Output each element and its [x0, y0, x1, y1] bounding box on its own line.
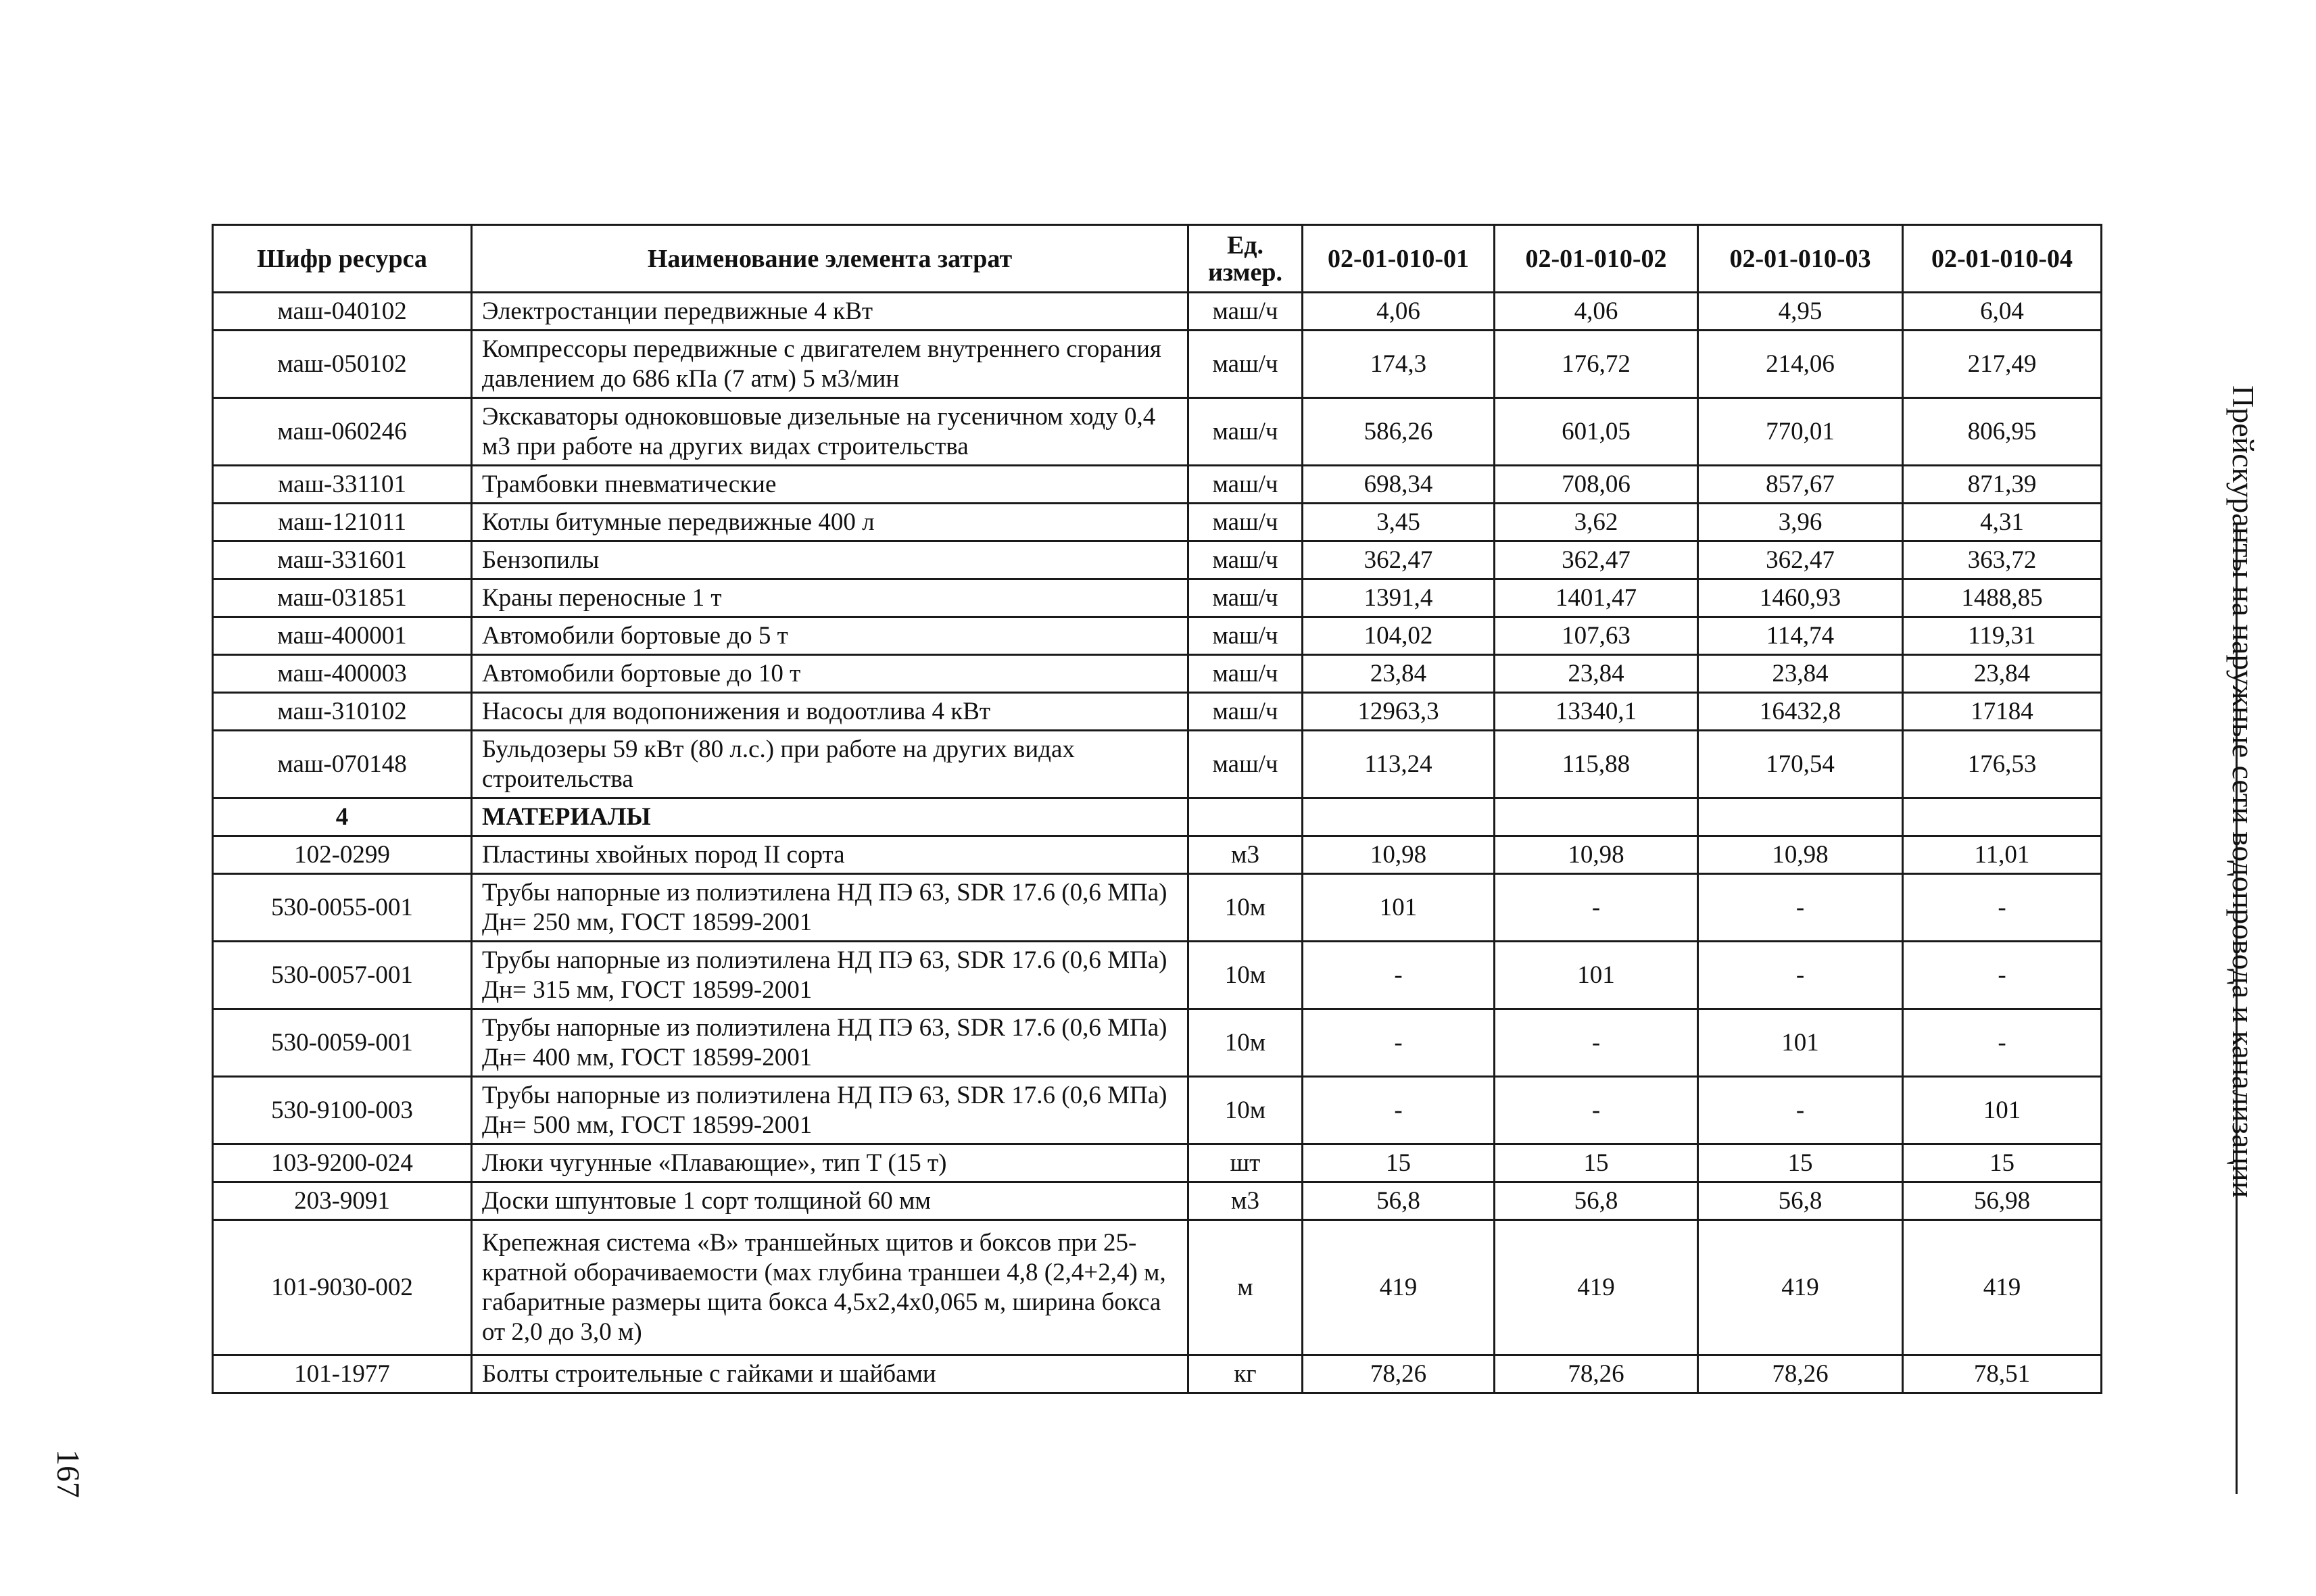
table-row: [213, 1009, 2102, 1077]
cell-value-04: 56,98: [1903, 1182, 2102, 1220]
cell-value-03: 23,84: [1698, 655, 1903, 693]
page-number: 167: [50, 1449, 86, 1498]
cell-value-01: -: [1303, 1009, 1495, 1077]
cell-cost-element-name: МАТЕРИАЛЫ: [472, 798, 1188, 836]
cell-cost-element-name: Краны переносные 1 т: [472, 579, 1188, 617]
cell-value-01: 3,45: [1303, 504, 1495, 541]
cell-value-03: 214,06: [1698, 331, 1903, 398]
table-row: [213, 731, 2102, 798]
cell-value-02: 107,63: [1495, 617, 1698, 655]
table-row: [213, 836, 2102, 874]
cell-value-02: 78,26: [1495, 1355, 1698, 1393]
cell-value-02: 176,72: [1495, 331, 1698, 398]
cell-value-03: 770,01: [1698, 398, 1903, 466]
cell-value-03: [1698, 798, 1903, 836]
cell-value-04: [1903, 798, 2102, 836]
cell-cost-element-name: Трубы напорные из полиэтилена НД ПЭ 63, SDR 17.6 (0,6 МПа) Дн= 315 мм, ГОСТ 18599-2001: [472, 942, 1188, 1009]
cell-value-03: -: [1698, 1077, 1903, 1144]
cell-value-04: 11,01: [1903, 836, 2102, 874]
cell-value-04: 871,39: [1903, 466, 2102, 504]
cell-resource-code: 530-0059-001: [213, 1009, 472, 1077]
cell-cost-element-name: Автомобили бортовые до 5 т: [472, 617, 1188, 655]
cell-cost-element-name: Трубы напорные из полиэтилена НД ПЭ 63, SDR 17.6 (0,6 МПа) Дн= 250 мм, ГОСТ 18599-2001: [472, 874, 1188, 942]
cell-value-04: -: [1903, 942, 2102, 1009]
header-col-03: 02-01-010-03: [1698, 225, 1903, 293]
cell-value-01: 10,98: [1303, 836, 1495, 874]
cell-cost-element-name: Доски шпунтовые 1 сорт толщиной 60 мм: [472, 1182, 1188, 1220]
cell-value-02: 362,47: [1495, 541, 1698, 579]
cell-resource-code: маш-060246: [213, 398, 472, 466]
cell-value-02: -: [1495, 1077, 1698, 1144]
cell-value-02: 4,06: [1495, 293, 1698, 331]
cell-value-03: 15: [1698, 1144, 1903, 1182]
cell-value-01: -: [1303, 942, 1495, 1009]
cell-value-02: 115,88: [1495, 731, 1698, 798]
cell-resource-code: маш-121011: [213, 504, 472, 541]
cell-value-04: 1488,85: [1903, 579, 2102, 617]
cell-unit: маш/ч: [1188, 693, 1303, 731]
cell-resource-code: 530-0055-001: [213, 874, 472, 942]
cell-resource-code: маш-040102: [213, 293, 472, 331]
cell-value-04: 17184: [1903, 693, 2102, 731]
cell-unit: маш/ч: [1188, 617, 1303, 655]
cell-value-04: 78,51: [1903, 1355, 2102, 1393]
cell-value-03: 1460,93: [1698, 579, 1903, 617]
cell-value-02: 13340,1: [1495, 693, 1698, 731]
cell-cost-element-name: Экскаваторы одноковшовые дизельные на гусеничном ходу 0,4 м3 при работе на других видах строительства: [472, 398, 1188, 466]
table-row: [213, 398, 2102, 466]
cell-unit: маш/ч: [1188, 541, 1303, 579]
cell-value-01: 15: [1303, 1144, 1495, 1182]
cell-resource-code: 101-9030-002: [213, 1220, 472, 1355]
cell-cost-element-name: Компрессоры передвижные с двигателем внутреннего сгорания давлением до 686 кПа (7 атм) 5 м3/мин: [472, 331, 1188, 398]
cell-unit: маш/ч: [1188, 398, 1303, 466]
cell-value-02: 23,84: [1495, 655, 1698, 693]
cell-value-02: 15: [1495, 1144, 1698, 1182]
cell-value-01: 419: [1303, 1220, 1495, 1355]
cell-unit: маш/ч: [1188, 293, 1303, 331]
cell-value-02: 56,8: [1495, 1182, 1698, 1220]
cell-value-01: -: [1303, 1077, 1495, 1144]
cell-value-04: 4,31: [1903, 504, 2102, 541]
cell-unit: маш/ч: [1188, 655, 1303, 693]
cell-value-03: 419: [1698, 1220, 1903, 1355]
cell-cost-element-name: Котлы битумные передвижные 400 л: [472, 504, 1188, 541]
cell-value-04: 119,31: [1903, 617, 2102, 655]
cell-value-03: 114,74: [1698, 617, 1903, 655]
table-row: [213, 579, 2102, 617]
header-col-04: 02-01-010-04: [1903, 225, 2102, 293]
header-col-01: 02-01-010-01: [1303, 225, 1495, 293]
cell-value-01: 1391,4: [1303, 579, 1495, 617]
cost-table: [212, 224, 2102, 1394]
cell-value-04: -: [1903, 874, 2102, 942]
cell-value-03: -: [1698, 942, 1903, 1009]
cell-cost-element-name: Автомобили бортовые до 10 т: [472, 655, 1188, 693]
cell-value-01: 586,26: [1303, 398, 1495, 466]
table-row: [213, 798, 2102, 836]
cell-value-03: -: [1698, 874, 1903, 942]
table-row: [213, 693, 2102, 731]
cell-resource-code: 530-9100-003: [213, 1077, 472, 1144]
cell-resource-code: маш-331601: [213, 541, 472, 579]
cell-value-02: 101: [1495, 942, 1698, 1009]
table-row: [213, 293, 2102, 331]
cell-cost-element-name: Трубы напорные из полиэтилена НД ПЭ 63, SDR 17.6 (0,6 МПа) Дн= 500 мм, ГОСТ 18599-2001: [472, 1077, 1188, 1144]
cell-value-01: 174,3: [1303, 331, 1495, 398]
cell-unit: шт: [1188, 1144, 1303, 1182]
cell-value-02: -: [1495, 874, 1698, 942]
cell-cost-element-name: Люки чугунные «Плавающие», тип Т (15 т): [472, 1144, 1188, 1182]
cell-unit: м3: [1188, 1182, 1303, 1220]
cell-value-02: [1495, 798, 1698, 836]
cell-value-03: 10,98: [1698, 836, 1903, 874]
table-row: [213, 617, 2102, 655]
cell-cost-element-name: Болты строительные с гайками и шайбами: [472, 1355, 1188, 1393]
cell-unit: 10м: [1188, 942, 1303, 1009]
cell-unit: маш/ч: [1188, 579, 1303, 617]
cell-unit: маш/ч: [1188, 731, 1303, 798]
header-cost-element-name: Наименование элемента затрат: [472, 225, 1188, 293]
cell-value-04: 419: [1903, 1220, 2102, 1355]
cell-resource-code: 530-0057-001: [213, 942, 472, 1009]
cell-unit: 10м: [1188, 1009, 1303, 1077]
cell-value-03: 857,67: [1698, 466, 1903, 504]
cell-value-03: 101: [1698, 1009, 1903, 1077]
cell-value-04: 217,49: [1903, 331, 2102, 398]
cell-unit: 10м: [1188, 874, 1303, 942]
cell-value-01: 12963,3: [1303, 693, 1495, 731]
cell-resource-code: маш-331101: [213, 466, 472, 504]
table-body: [213, 293, 2102, 1393]
table-row: [213, 1077, 2102, 1144]
cell-value-02: 1401,47: [1495, 579, 1698, 617]
cell-value-01: 23,84: [1303, 655, 1495, 693]
cell-resource-code: маш-031851: [213, 579, 472, 617]
cell-unit: маш/ч: [1188, 331, 1303, 398]
cell-value-04: 101: [1903, 1077, 2102, 1144]
cell-unit: [1188, 798, 1303, 836]
cell-unit: м3: [1188, 836, 1303, 874]
cell-resource-code: 103-9200-024: [213, 1144, 472, 1182]
cell-cost-element-name: Бензопилы: [472, 541, 1188, 579]
cell-value-04: 15: [1903, 1144, 2102, 1182]
table-row: [213, 655, 2102, 693]
cell-unit: 10м: [1188, 1077, 1303, 1144]
cell-resource-code: маш-310102: [213, 693, 472, 731]
cell-value-03: 16432,8: [1698, 693, 1903, 731]
cell-value-02: 601,05: [1495, 398, 1698, 466]
table-row: [213, 1182, 2102, 1220]
cell-value-01: 698,34: [1303, 466, 1495, 504]
cell-value-01: 104,02: [1303, 617, 1495, 655]
cell-value-02: -: [1495, 1009, 1698, 1077]
header-unit: Ед. измер.: [1188, 225, 1303, 293]
table-row: [213, 504, 2102, 541]
cell-value-04: 806,95: [1903, 398, 2102, 466]
cell-resource-code: маш-400001: [213, 617, 472, 655]
cell-value-02: 10,98: [1495, 836, 1698, 874]
cell-value-02: 3,62: [1495, 504, 1698, 541]
table-row: [213, 1220, 2102, 1355]
cell-cost-element-name: Пластины хвойных пород II сорта: [472, 836, 1188, 874]
cell-value-03: 78,26: [1698, 1355, 1903, 1393]
cell-value-03: 56,8: [1698, 1182, 1903, 1220]
cell-value-04: 176,53: [1903, 731, 2102, 798]
cell-value-04: 23,84: [1903, 655, 2102, 693]
cell-resource-code: 101-1977: [213, 1355, 472, 1393]
cell-value-04: -: [1903, 1009, 2102, 1077]
table-row: [213, 874, 2102, 942]
cell-value-04: 6,04: [1903, 293, 2102, 331]
cell-cost-element-name: Электростанции передвижные 4 кВт: [472, 293, 1188, 331]
cell-value-03: 170,54: [1698, 731, 1903, 798]
cell-resource-code: маш-070148: [213, 731, 472, 798]
table-header: [213, 225, 2102, 293]
cell-resource-code: 4: [213, 798, 472, 836]
cell-value-01: 113,24: [1303, 731, 1495, 798]
header-resource-code: Шифр ресурса: [213, 225, 472, 293]
cell-value-03: 362,47: [1698, 541, 1903, 579]
cell-cost-element-name: Бульдозеры 59 кВт (80 л.с.) при работе на других видах строительства: [472, 731, 1188, 798]
cell-value-02: 419: [1495, 1220, 1698, 1355]
cell-value-01: 362,47: [1303, 541, 1495, 579]
cell-unit: м: [1188, 1220, 1303, 1355]
cell-value-01: 4,06: [1303, 293, 1495, 331]
cell-value-04: 363,72: [1903, 541, 2102, 579]
cell-resource-code: 203-9091: [213, 1182, 472, 1220]
table-row: [213, 331, 2102, 398]
header-col-02: 02-01-010-02: [1495, 225, 1698, 293]
side-title: Прейскуранты на наружные сети водопровода и канализации: [2226, 385, 2261, 1199]
cell-value-03: 3,96: [1698, 504, 1903, 541]
cell-resource-code: маш-050102: [213, 331, 472, 398]
cell-unit: маш/ч: [1188, 466, 1303, 504]
cell-value-01: 78,26: [1303, 1355, 1495, 1393]
cell-unit: кг: [1188, 1355, 1303, 1393]
cell-cost-element-name: Насосы для водопонижения и водоотлива 4 кВт: [472, 693, 1188, 731]
cell-cost-element-name: Трамбовки пневматические: [472, 466, 1188, 504]
cell-unit: маш/ч: [1188, 504, 1303, 541]
cell-value-02: 708,06: [1495, 466, 1698, 504]
table-row: [213, 1355, 2102, 1393]
table-row: [213, 1144, 2102, 1182]
header-row: [213, 225, 2102, 293]
cell-value-03: 4,95: [1698, 293, 1903, 331]
cell-cost-element-name: Трубы напорные из полиэтилена НД ПЭ 63, SDR 17.6 (0,6 МПа) Дн= 400 мм, ГОСТ 18599-2001: [472, 1009, 1188, 1077]
cell-value-01: 56,8: [1303, 1182, 1495, 1220]
table-row: [213, 942, 2102, 1009]
cell-resource-code: 102-0299: [213, 836, 472, 874]
cell-cost-element-name: Крепежная система «В» траншейных щитов и боксов при 25-кратной оборачиваемости (мах глубина траншеи 4,8 (2,4+2,4) м, габаритные размеры щита бокса 4,5x2,4x0,065 м, ширина бокса от 2,0 до 3,0 м): [472, 1220, 1188, 1355]
cell-value-01: [1303, 798, 1495, 836]
table-row: [213, 466, 2102, 504]
cell-value-01: 101: [1303, 874, 1495, 942]
table-row: [213, 541, 2102, 579]
cell-resource-code: маш-400003: [213, 655, 472, 693]
